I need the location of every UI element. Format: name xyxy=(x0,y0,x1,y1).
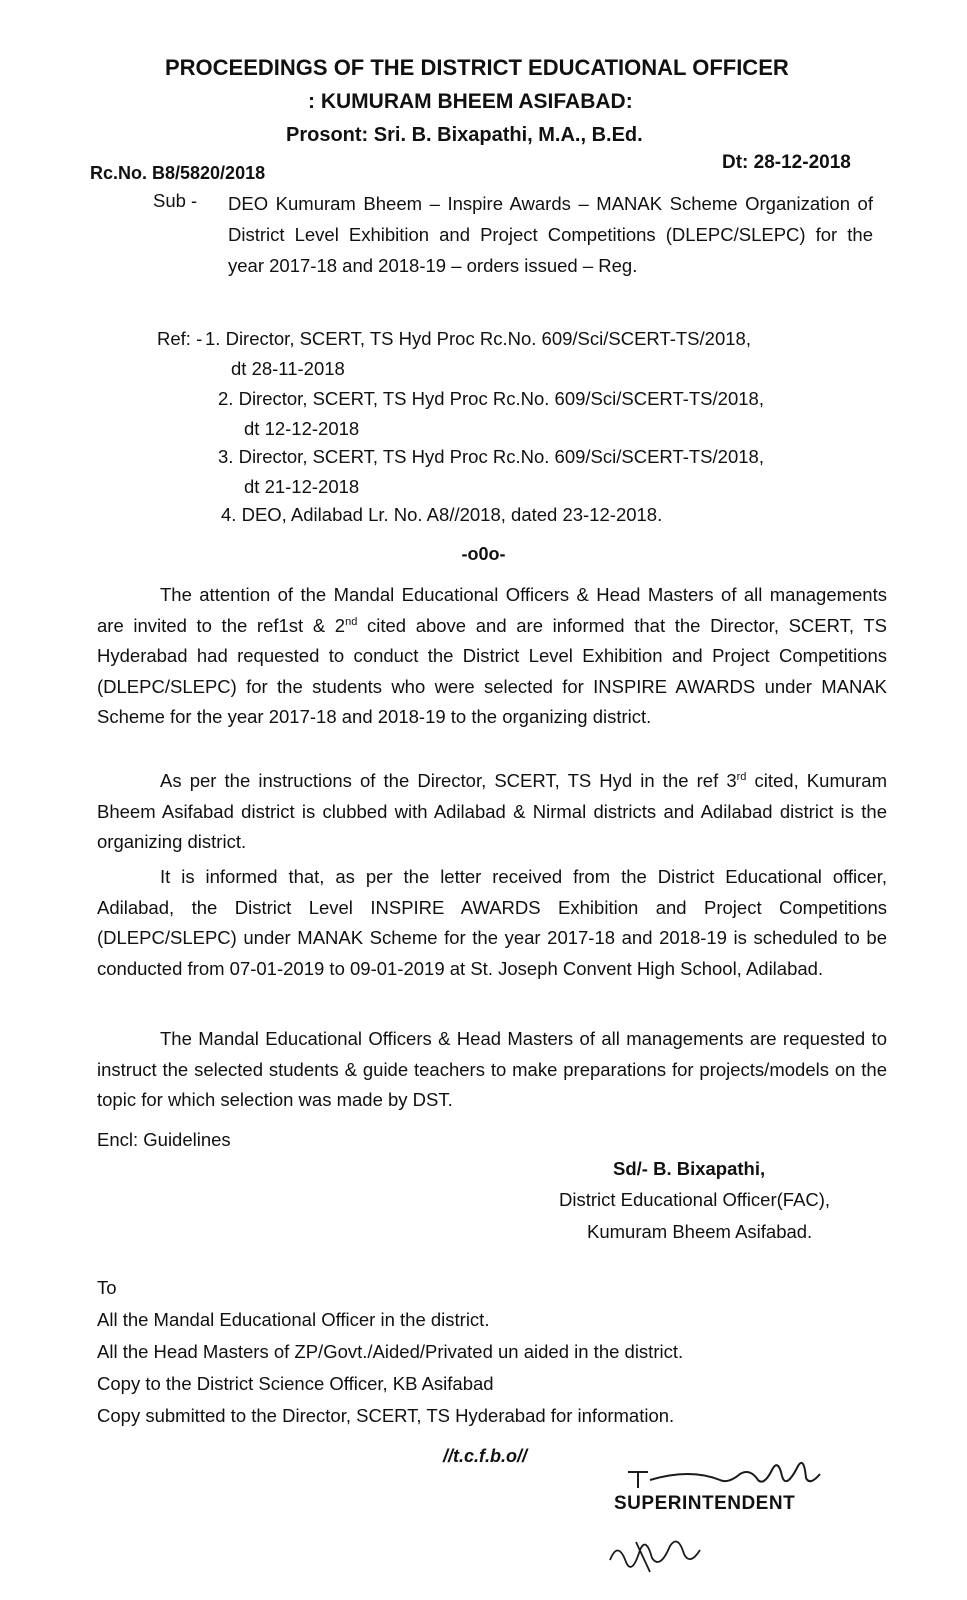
reference-item xyxy=(218,442,764,502)
reference-date: dt 21-12-2018 xyxy=(244,476,360,497)
reference-date: dt 28-11-2018 xyxy=(231,358,345,379)
paragraph-4: The Mandal Educational Officers & Head Masters of all managements are requested to instruct the selected students & guide teachers to make preparations for projects/models on the topic for which selection was made by DST. xyxy=(97,1028,887,1110)
separator: -o0o- xyxy=(461,544,506,564)
signature-designation: District Educational Officer(FAC), xyxy=(559,1189,831,1210)
reference-text: Director, SCERT, TS Hyd Proc Rc.No. 609/Sci/SCERT-TS/2018, xyxy=(238,388,764,409)
reference-text: DEO, Adilabad Lr. No. A8//2018, dated 23-12-2018. xyxy=(241,504,663,525)
recipient-line: All the Head Masters of ZP/Govt./Aided/Privated un aided in the district. xyxy=(97,1341,684,1362)
signature-name: Sd/- B. Bixapathi, xyxy=(613,1158,766,1179)
recipient-line: All the Mandal Educational Officer in the district. xyxy=(97,1309,490,1330)
district-title: : KUMURAM BHEEM ASIFABAD: xyxy=(308,90,633,113)
paragraph-1: The attention of the Mandal Educational Officers & Head Masters of all managements are invited to the ref1st & 2nd cited above and are informed that the Director, SCERT, TS Hyderabad had requested to conduct the District Level Exhibition and Project Competitions (DLEPC/SLEPC) for the students who were selected for INSPIRE AWARDS under MANAK Scheme for the year 2017-18 and 2018-19 to the organizing district. xyxy=(97,584,887,727)
subject-label: Sub - xyxy=(153,190,198,211)
reference-item xyxy=(221,500,662,530)
true-copy-mark: //t.c.f.b.o// xyxy=(443,1446,527,1466)
reference-item xyxy=(218,384,764,444)
paragraph-2: As per the instructions of the Director, SCERT, TS Hyd in the ref 3rd cited, Kumuram Bheem Asifabad district is clubbed with Adilabad & Nirmal districts and Adilabad district is the organizing district. xyxy=(97,770,887,852)
reference-text: Director, SCERT, TS Hyd Proc Rc.No. 609/Sci/SCERT-TS/2018, xyxy=(238,446,764,467)
reference-item xyxy=(205,324,751,384)
to-label: To xyxy=(97,1277,117,1298)
handwritten-signature-icon xyxy=(600,1450,840,1590)
present-officer: Prosont: Sri. B. Bixapathi, M.A., B.Ed. xyxy=(286,124,643,146)
enclosure: Encl: Guidelines xyxy=(97,1129,231,1150)
signature-place: Kumuram Bheem Asifabad. xyxy=(587,1221,813,1242)
paragraph-3: It is informed that, as per the letter received from the District Educational officer, Adilabad, the District Level INSPIRE AWARDS Exhibition and Project Competitions (DLEPC/SLEPC) under MANAK Scheme for the year 2017-18 and 2018-19 is scheduled to be conducted from 07-01-2019 to 09-01-2019 at St. Joseph Convent High School, Adilabad. xyxy=(97,866,887,979)
reference-date: dt 12-12-2018 xyxy=(244,418,360,439)
reference-number: 4. xyxy=(221,504,237,525)
rc-number: Rc.No. B8/5820/2018 xyxy=(90,163,266,183)
reference-text: Director, SCERT, TS Hyd Proc Rc.No. 609/Sci/SCERT-TS/2018, xyxy=(225,328,751,349)
recipient-line: Copy to the District Science Officer, KB Asifabad xyxy=(97,1373,494,1394)
reference-number: 2. xyxy=(218,388,234,409)
reference-label: Ref: - xyxy=(157,328,203,349)
reference-number: 3. xyxy=(218,446,234,467)
document-date: Dt: 28-12-2018 xyxy=(722,152,851,173)
proceedings-title: PROCEEDINGS OF THE DISTRICT EDUCATIONAL OFFICER xyxy=(165,55,789,80)
recipients xyxy=(97,1272,683,1432)
recipient-line: Copy submitted to the Director, SCERT, TS Hyderabad for information. xyxy=(97,1405,675,1426)
superintendent-stamp: SUPERINTENDENT xyxy=(614,1493,796,1514)
reference-number: 1. xyxy=(205,328,221,349)
subject-text: DEO Kumuram Bheem – Inspire Awards – MANAK Scheme Organization of District Level Exhibition and Project Competitions (DLEPC/SLEPC) for the year 2017-18 and 2018-19 – orders issued – Reg. xyxy=(228,193,873,276)
